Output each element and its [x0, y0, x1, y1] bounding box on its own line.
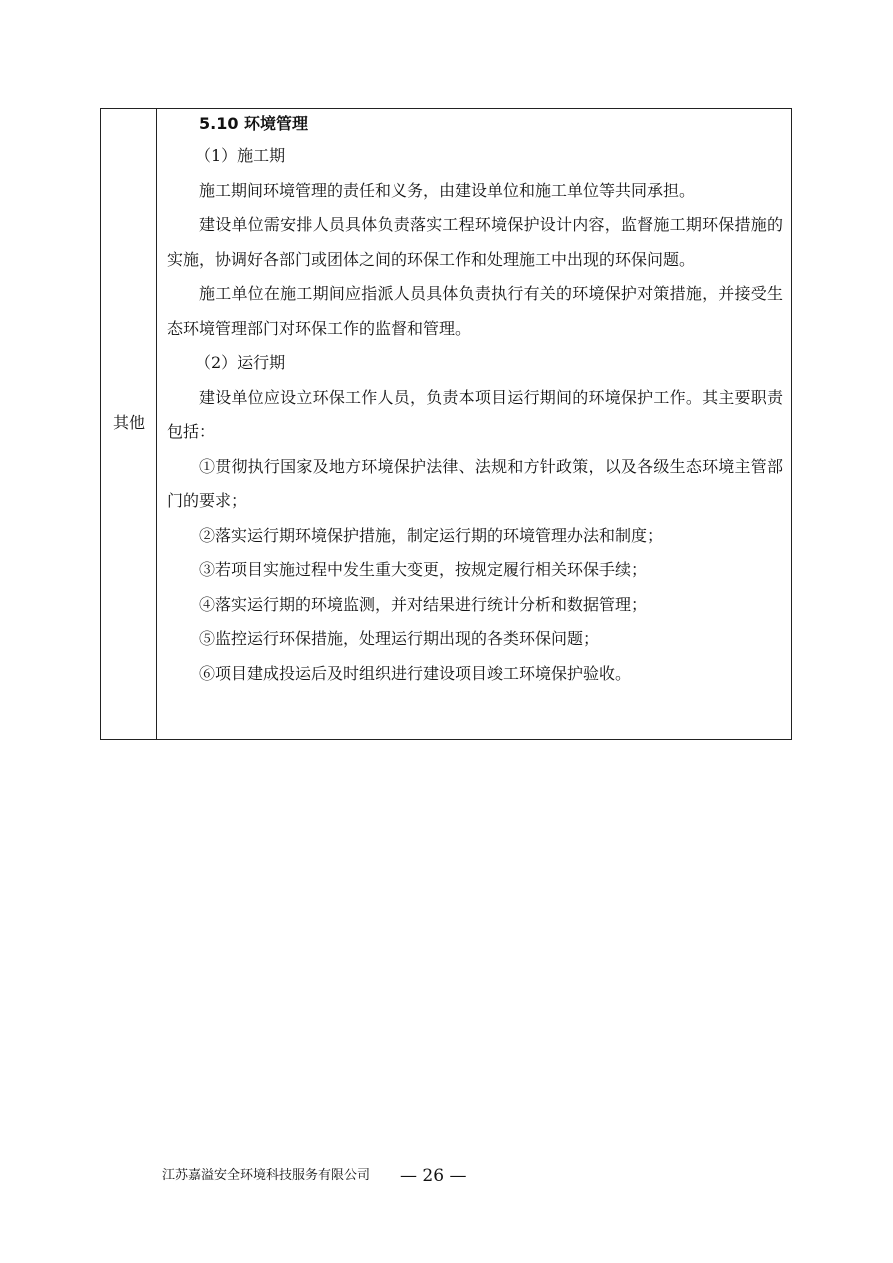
- page-number: — 26 —: [400, 1166, 467, 1186]
- list-item: ④落实运行期的环境监测，并对结果进行统计分析和数据管理；: [199, 594, 648, 614]
- list-item: ⑤监控运行环保措施，处理运行期出现的各类环保问题；: [199, 629, 600, 648]
- row-label: 其他: [112, 413, 145, 432]
- list-item: ⑥项目建成投运后及时组织进行建设项目竣工环境保护验收。: [199, 663, 632, 683]
- paragraph: 建设单位需安排人员具体负责落实工程环境保护设计内容，监督施工期环保措施的实施，协调好各部门或团体之间的环保工作和处理施工中出现的环保问题。: [167, 215, 783, 269]
- subsection-operation: （2）运行期: [195, 353, 286, 372]
- content-cell: [157, 109, 791, 691]
- paragraph: 施工期间环境管理的责任和义务，由建设单位和施工单位等共同承担。: [199, 180, 696, 200]
- list-item: ①贯彻执行国家及地方环境保护法律、法规和方针政策，以及各级生态环境主管部门的要求；: [167, 456, 783, 510]
- footer-company: 江苏嘉溢安全环境科技服务有限公司: [162, 1168, 371, 1183]
- subsection-construction: （1）施工期: [195, 146, 286, 165]
- paragraph: 施工单位在施工期间应指派人员具体负责执行有关的环境保护对策措施，并接受生态环境管理部门对环保工作的监督和管理。: [167, 284, 783, 338]
- list-item: ②落实运行期环境保护措施，制定运行期的环境管理办法和制度；: [199, 525, 664, 545]
- section-heading: 5.10 环境管理: [199, 114, 309, 133]
- paragraph: 建设单位应设立环保工作人员，负责本项目运行期间的环境保护工作。其主要职责包括：: [167, 387, 783, 441]
- content-table: [100, 108, 792, 740]
- row-label-cell: [101, 109, 157, 739]
- list-item: ③若项目实施过程中发生重大变更，按规定履行相关环保手续；: [199, 560, 648, 579]
